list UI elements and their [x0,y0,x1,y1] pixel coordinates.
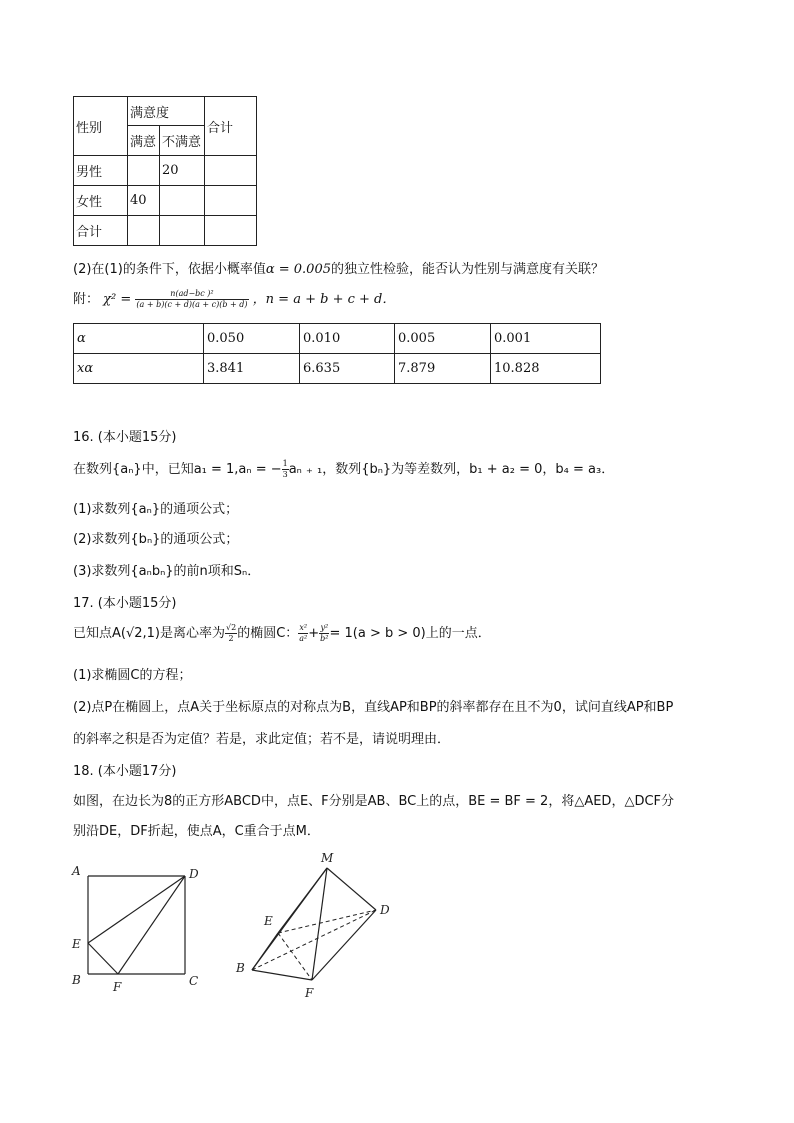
folded-figure [228,848,403,1008]
question-16-part-2: (2)求数列{bₙ}的通项公式； [73,532,239,547]
segment-FD [118,876,185,974]
question-18-stem-a: 如图，在边长为8的正方形ABCD中，点E、F分别是AB、BC上的点，BE = BF = 2，将△AED，△DCF分 [73,794,675,809]
cell: 10.828 [491,354,601,384]
table-row [74,354,601,384]
label-C: C [189,974,199,988]
segment-ED [88,876,185,943]
cell: 6.635 [300,354,395,384]
question-17-stem: 已知点A(√2,1)是离心率为 $\frac{√2}{2}$ 的椭圆C： $\frac{\text{x²}}{\text{a²}}$ + $\frac{\text{y²}}{\text{b²}}$ = 1(a > b > 0)上的一点． [73,623,491,643]
cell [128,156,160,186]
ellipse-y-fraction: $\frac{\text{y²}}{\text{b²}}$ [320,623,329,643]
header-total: 合计 [205,97,257,156]
edge-FD [312,910,376,980]
label-F: F [113,980,122,994]
table-row [74,216,257,246]
label-A: A [72,864,81,878]
row-label: 合计 [74,216,128,246]
row-label: 男性 [74,156,128,186]
ellipse-x-fraction: $\frac{\text{x²}}{\text{a²}}$ [299,623,308,643]
edge-BE [252,933,278,970]
cell: 7.879 [395,354,491,384]
cell [160,216,205,246]
cell [160,186,205,216]
stem-fraction: $\frac{1}{3}$ [282,459,288,479]
question-18-stem-b: 别沿DE，DF折起，使点A，C重合于点M． [73,824,320,839]
label-E: E [264,914,273,928]
cell [205,216,257,246]
label-B: B [72,973,81,987]
formula-fraction: $\frac{\text{n(ad−bc )²}}{(a + b)(c + d)(a + c)(b + d)}$ [136,289,248,309]
question-16-part-1: (1)求数列{aₙ}的通项公式； [73,502,239,517]
cell: 0.050 [204,324,300,354]
question-15-part-2: (2)在(1)的条件下，依据小概率值α = 0.005的独立性检验，能否认为性别与满意度有关联？ [73,262,605,277]
question-18-heading: 18. (本小题17分) [73,764,177,779]
header-unsatisfied: 不满意 [160,126,205,156]
cell [205,156,257,186]
row-label: α [74,324,204,354]
row-label: 女性 [74,186,128,216]
critical-value-table [73,323,601,384]
contingency-table [73,96,257,246]
question-16-part-3: (3)求数列{aₙbₙ}的前n项和Sₙ． [73,564,261,579]
table-row [74,324,601,354]
hidden-edge-EF [278,933,312,980]
question-16-heading: 16. (本小题15分) [73,430,177,445]
table-row [74,156,257,186]
label-B: B [236,961,245,975]
edge-MD [327,868,376,910]
cell: 20 [160,156,205,186]
label-D: D [380,903,390,917]
header-gender: 性别 [74,97,128,156]
cell: 0.001 [491,324,601,354]
cell: 0.005 [395,324,491,354]
segment-EF [88,943,118,974]
question-17-heading: 17. (本小题15分) [73,596,177,611]
cell [128,216,160,246]
header-satisfaction: 满意度 [128,97,205,126]
eccentricity-fraction: $\frac{√2}{2}$ [226,623,237,643]
label-E: E [72,937,81,951]
cell: 3.841 [204,354,300,384]
question-17-part-1: (1)求椭圆C的方程； [73,668,192,683]
label-F: F [305,986,314,1000]
square-figure [60,858,220,998]
chi-square-formula: 附： χ² = $\frac{\text{n(ad−bc )²}}{(a + b)(c + d)(a + c)(b + d)}$ ，n = a + b + c + d． [73,289,396,309]
cell [205,186,257,216]
header-satisfied: 满意 [128,126,160,156]
question-16-stem: 在数列{aₙ}中，已知a₁ = 1,aₙ = − $\frac{1}{3}$ aₙ ₊ ₁，数列{bₙ}为等差数列，b₁ + a₂ = 0，b₄ = a₃． [73,459,615,479]
question-17-part-2a: (2)点P在椭圆上，点A关于坐标原点的对称点为B，直线AP和BP的斜率都存在且不为0，试问直线AP和BP [73,700,674,715]
question-17-part-2b: 的斜率之积是否为定值？若是，求此定值；若不是，请说明理由． [73,732,451,747]
label-M: M [321,851,334,865]
edge-BF [252,970,312,980]
cell: 40 [128,186,160,216]
row-label: xα [74,354,204,384]
label-D: D [189,867,199,881]
cell: 0.010 [300,324,395,354]
table-row [74,186,257,216]
